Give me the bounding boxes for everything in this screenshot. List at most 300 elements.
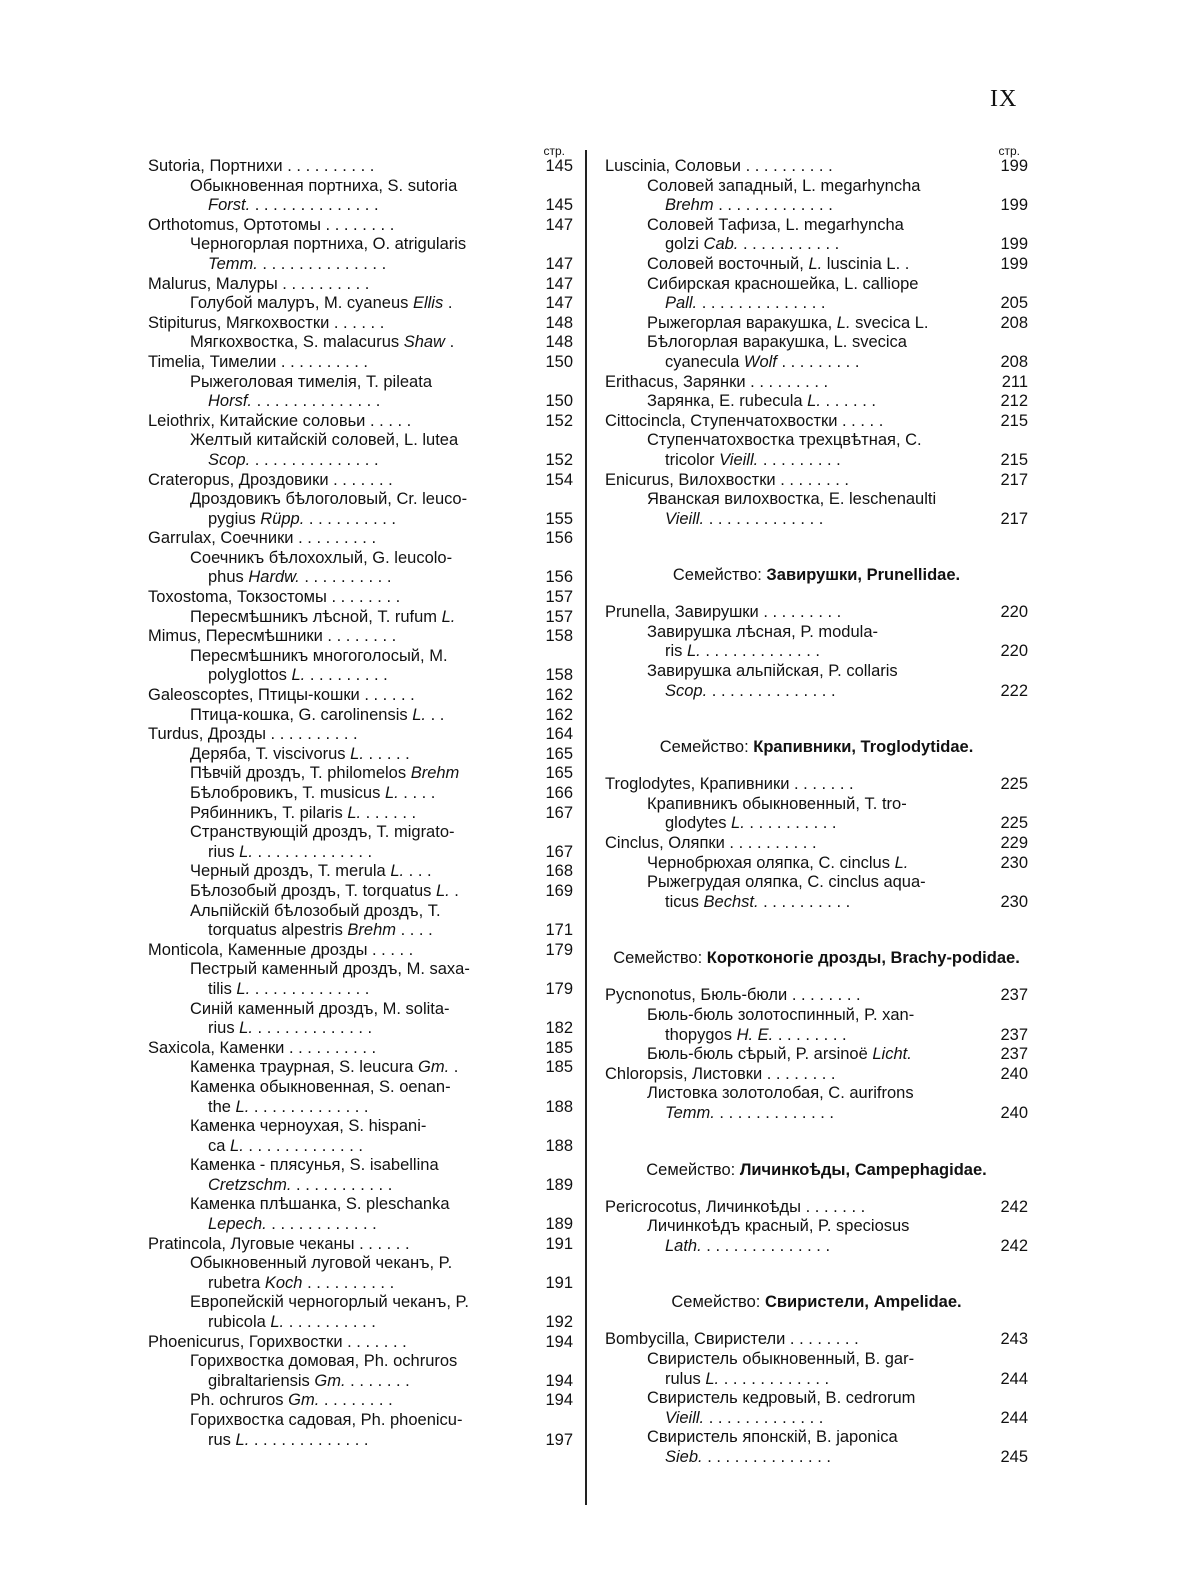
- species-entry: [148, 373, 573, 412]
- entry-line: Свиристель кедровый, B. cedrorum: [647, 1389, 916, 1408]
- page-reference: 158: [545, 627, 573, 646]
- entry-line: rubetra Koch . . . . . . . . . .: [208, 1273, 395, 1292]
- species-entry: [148, 902, 573, 941]
- author-abbreviation: H. E.: [736, 1025, 774, 1044]
- page-reference: 220: [1000, 642, 1028, 661]
- species-entry: [605, 1084, 1028, 1123]
- species-entry: [148, 549, 573, 588]
- entry-line: Troglodytes, Крапивники . . . . . . .: [605, 775, 854, 794]
- genus-entry: [605, 373, 1028, 393]
- page-reference: 148: [545, 333, 573, 352]
- page-reference: 211: [1001, 372, 1028, 391]
- entry-line: Альпійскій бѣлозобый дроздъ, T.: [190, 901, 441, 920]
- family-label: Семейство:: [646, 1160, 736, 1179]
- page-reference: 240: [1000, 1103, 1028, 1122]
- entry-line: Каменка черноухая, S. hispani-: [190, 1117, 427, 1136]
- author-abbreviation: L.: [705, 1369, 720, 1388]
- entry-line: Пересмѣшникъ лѣсной, T. rufum L.: [190, 607, 456, 626]
- entry-line: Птица-кошка, G. carolinensis L. . .: [190, 705, 445, 724]
- page-reference: 244: [1000, 1369, 1028, 1388]
- entry-line: Brehm . . . . . . . . . . . . .: [665, 196, 833, 215]
- entry-line: Чернобрюхая оляпка, C. cinclus L.: [647, 853, 909, 872]
- entry-line: Sutoria, Портнихи . . . . . . . . . .: [148, 157, 375, 175]
- author-abbreviation: L.: [270, 1313, 285, 1332]
- entry-line: ticus Bechst. . . . . . . . . . .: [665, 892, 851, 911]
- entry-line: Европейскій черногорлый чеканъ, P.: [190, 1293, 469, 1312]
- entry-line: Пестрый каменный дроздъ, M. saxa-: [190, 960, 470, 979]
- entry-line: Рыжегорлая варакушка, L. svecica L.: [647, 313, 929, 332]
- page-reference: 155: [545, 509, 573, 528]
- entry-line: Бюль-бюль золотоспинный, P. xan-: [647, 1006, 915, 1024]
- entry-line: Листовка золотолобая, C. aurifrons: [647, 1084, 914, 1103]
- species-entry: [148, 764, 573, 784]
- genus-entry: [148, 627, 573, 647]
- family-label: Семейство:: [659, 738, 749, 757]
- entry-line: Пересмѣшникъ многоголосый, M.: [190, 646, 448, 665]
- species-entry: [148, 1000, 573, 1039]
- species-entry: [148, 1156, 573, 1195]
- species-entry: [605, 854, 1028, 874]
- entry-line: Соловей восточный, L. luscinia L. .: [647, 254, 910, 273]
- entry-line: rubicola L. . . . . . . . . . .: [208, 1313, 376, 1332]
- page-reference: 167: [545, 803, 573, 822]
- page-reference: 154: [545, 470, 573, 489]
- species-entry: [148, 177, 573, 216]
- species-entry: [605, 216, 1028, 255]
- entry-line: Prunella, Завирушки . . . . . . . . .: [605, 603, 842, 622]
- species-entry: [148, 804, 573, 824]
- entry-line: Timelia, Тимелии . . . . . . . . . .: [148, 352, 369, 371]
- entry-line: gibraltariensis Gm. . . . . . . .: [208, 1371, 410, 1390]
- author-abbreviation: L.: [347, 803, 362, 822]
- entry-line: Temm. . . . . . . . . . . . . .: [665, 1103, 835, 1122]
- species-entry: [148, 235, 573, 274]
- author-abbreviation: Scop.: [208, 450, 251, 469]
- author-abbreviation: Brehm: [665, 196, 714, 215]
- family-name: Коротконогіе дрозды, Brachy-podidae.: [702, 949, 1020, 968]
- genus-entry: [148, 1235, 573, 1255]
- page-reference: 162: [545, 705, 573, 724]
- entry-line: Cittocincla, Ступенчатохвостки . . . . .: [605, 411, 884, 430]
- species-entry: [148, 1117, 573, 1156]
- author-abbreviation: Gm.: [314, 1371, 346, 1390]
- entry-line: Мягкохвостка, S. malacurus Shaw .: [190, 333, 455, 352]
- genus-entry: [148, 588, 573, 608]
- family-label: Семейство:: [613, 949, 703, 968]
- page-reference: 167: [545, 842, 573, 861]
- page-reference: 165: [545, 744, 573, 763]
- page-reference: 199: [1000, 254, 1028, 273]
- species-entry: [148, 960, 573, 999]
- page-reference: 168: [545, 862, 573, 881]
- author-abbreviation: Cretzschm.: [208, 1175, 292, 1194]
- entry-line: Galeoscoptes, Птицы-кошки . . . . . .: [148, 686, 415, 705]
- entry-line: Обыкновенный луговой чеканъ, P.: [190, 1254, 453, 1273]
- page-reference: 169: [545, 881, 573, 900]
- author-abbreviation: Ellis: [412, 294, 444, 313]
- column-heading-left: стр.: [543, 144, 565, 158]
- page-reference: 164: [545, 725, 573, 744]
- entry-line: Saxicola, Каменки . . . . . . . . . .: [148, 1038, 377, 1057]
- entry-line: Turdus, Дрозды . . . . . . . . . .: [148, 725, 358, 744]
- species-entry: [148, 647, 573, 686]
- page-reference: 245: [1000, 1447, 1028, 1466]
- author-abbreviation: Horsf.: [208, 392, 253, 411]
- page-reference: 215: [1000, 450, 1028, 469]
- page-reference: 197: [545, 1430, 573, 1449]
- entry-line: Сибирская красношейка, L. calliope: [647, 274, 919, 293]
- family-name: Завирушки, Prunellidae.: [761, 566, 961, 585]
- author-abbreviation: Vieill.: [665, 1408, 705, 1427]
- entry-line: Горихвостка садовая, Ph. phoenicu-: [190, 1411, 463, 1429]
- species-entry: [605, 392, 1028, 412]
- entry-line: Luscinia, Соловьи . . . . . . . . . .: [605, 157, 833, 175]
- genus-entry: [148, 941, 573, 961]
- entry-line: polyglottos L. . . . . . . . . .: [208, 666, 388, 685]
- author-abbreviation: Wolf: [743, 352, 777, 371]
- entry-line: Крапивникъ обыкновенный, T. tro-: [647, 794, 907, 813]
- page-reference: 189: [545, 1175, 573, 1194]
- right-entries: [605, 157, 1028, 1468]
- entry-line: Каменка обыкновенная, S. oenan-: [190, 1077, 451, 1096]
- genus-entry: [148, 686, 573, 706]
- genus-entry: [148, 157, 573, 177]
- page-reference: 229: [1000, 834, 1028, 853]
- page-reference: 194: [545, 1332, 573, 1351]
- page-reference: 147: [545, 274, 573, 293]
- author-abbreviation: Vieill.: [719, 450, 759, 469]
- entry-line: Свиристель обыкновенный, B. gar-: [647, 1349, 915, 1368]
- family-name: Крапивники, Troglodytidae.: [748, 738, 974, 757]
- entry-line: cyanecula Wolf . . . . . . . . .: [665, 352, 860, 371]
- entry-line: Ступенчатохвостка трехцвѣтная, C.: [647, 431, 922, 450]
- page-reference: 189: [545, 1215, 573, 1234]
- author-abbreviation: Hardw.: [248, 568, 300, 587]
- author-abbreviation: Scop.: [665, 681, 708, 700]
- page-reference: 194: [545, 1371, 573, 1390]
- family-heading: [605, 1160, 1028, 1180]
- entry-line: rius L. . . . . . . . . . . . . .: [208, 1019, 373, 1038]
- species-entry: [605, 431, 1028, 470]
- author-abbreviation: L.: [390, 862, 405, 881]
- page-reference: 179: [545, 940, 573, 959]
- entry-line: Дроздовикъ бѣлоголовый, Cr. leuco-: [190, 490, 468, 509]
- page-reference: 199: [1000, 235, 1028, 254]
- entry-line: Temm. . . . . . . . . . . . . . .: [208, 254, 387, 273]
- entry-line: Бѣлогорлая варакушка, L. svecica: [647, 333, 907, 352]
- entry-line: Leiothrix, Китайские соловьи . . . . .: [148, 411, 412, 430]
- species-entry: [148, 823, 573, 862]
- left-column: [148, 145, 573, 1450]
- species-entry: [148, 1293, 573, 1332]
- entry-line: Crateropus, Дроздовики . . . . . . .: [148, 470, 393, 489]
- species-entry: [148, 1195, 573, 1234]
- author-abbreviation: Gm.: [418, 1058, 450, 1077]
- species-entry: [148, 745, 573, 765]
- genus-entry: [148, 275, 573, 295]
- species-entry: [148, 490, 573, 529]
- entry-line: Каменка - плясунья, S. isabellina: [190, 1156, 439, 1175]
- entry-line: Sieb. . . . . . . . . . . . . . .: [665, 1447, 831, 1466]
- entry-line: Деряба, T. viscivorus L. . . . . .: [190, 744, 410, 763]
- author-abbreviation: L.: [235, 1430, 250, 1449]
- entry-line: Рыжегрудая оляпка, C. cinclus aqua-: [647, 873, 926, 892]
- entry-line: rulus L. . . . . . . . . . . . .: [665, 1369, 830, 1388]
- page-reference: 194: [545, 1391, 573, 1410]
- entry-line: torquatus alpestris Brehm . . . .: [208, 921, 433, 940]
- species-entry: [148, 608, 573, 628]
- page-reference: 150: [545, 392, 573, 411]
- page-reference: 244: [1000, 1408, 1028, 1427]
- page-reference: 225: [1000, 814, 1028, 833]
- entry-line: rius L. . . . . . . . . . . . . .: [208, 842, 373, 861]
- species-entry: [148, 1254, 573, 1293]
- page-reference: 191: [545, 1234, 573, 1253]
- entry-line: rus L. . . . . . . . . . . . . .: [208, 1430, 369, 1449]
- genus-entry: [605, 986, 1028, 1006]
- entry-line: Pycnonotus, Бюль-бюли . . . . . . . .: [605, 986, 861, 1005]
- author-abbreviation: L.: [384, 784, 399, 802]
- page-reference: 199: [1000, 157, 1028, 175]
- author-abbreviation: Brehm: [347, 921, 397, 940]
- genus-entry: [605, 1330, 1028, 1350]
- entry-line: Forst. . . . . . . . . . . . . . .: [208, 196, 379, 215]
- page-reference: 165: [545, 764, 573, 783]
- page-reference: 220: [1000, 603, 1028, 622]
- entry-line: Monticola, Каменные дрозды . . . . .: [148, 940, 414, 959]
- entry-line: Scop. . . . . . . . . . . . . . .: [665, 681, 836, 700]
- page-reference: 148: [545, 313, 573, 332]
- genus-entry: [605, 1198, 1028, 1218]
- genus-entry: [605, 412, 1028, 432]
- author-abbreviation: L.: [808, 254, 823, 273]
- species-entry: [148, 1058, 573, 1078]
- entry-line: Mimus, Пересмѣшники . . . . . . . .: [148, 627, 397, 646]
- page-reference: 243: [1000, 1330, 1028, 1349]
- species-entry: [605, 623, 1028, 662]
- author-abbreviation: Lepech.: [208, 1215, 267, 1234]
- entry-line: Cretzschm. . . . . . . . . . . .: [208, 1175, 393, 1194]
- author-abbreviation: Lath.: [665, 1236, 702, 1255]
- species-entry: [605, 1045, 1028, 1065]
- species-entry: [148, 1078, 573, 1117]
- family-heading: [605, 948, 1028, 968]
- entry-line: Pall. . . . . . . . . . . . . . .: [665, 294, 826, 313]
- author-abbreviation: L.: [894, 853, 909, 872]
- genus-entry: [605, 157, 1028, 177]
- species-entry: [148, 1391, 573, 1411]
- entry-line: Бѣлозобый дроздъ, T. torquatus L. .: [190, 881, 459, 900]
- page-reference: 205: [1000, 294, 1028, 313]
- species-entry: [605, 795, 1028, 834]
- left-entries: [148, 157, 573, 1450]
- page-reference: 162: [545, 686, 573, 705]
- column-divider: [585, 150, 587, 1505]
- entry-line: Бюль-бюль сѣрый, P. arsinoë Licht.: [647, 1045, 912, 1064]
- page-reference: 152: [545, 411, 573, 430]
- species-entry: [148, 882, 573, 902]
- entry-line: Рябинникъ, T. pilaris L. . . . . . .: [190, 803, 417, 822]
- species-entry: [605, 333, 1028, 372]
- page-reference: 192: [545, 1313, 573, 1332]
- species-entry: [148, 294, 573, 314]
- page-reference: 158: [545, 666, 573, 685]
- author-abbreviation: L.: [350, 744, 364, 763]
- author-abbreviation: L.: [239, 842, 253, 861]
- entry-line: Каменка плѣшанка, S. pleschanka: [190, 1195, 450, 1214]
- genus-entry: [148, 529, 573, 549]
- author-abbreviation: L.: [836, 313, 851, 332]
- entry-line: Vieill. . . . . . . . . . . . . .: [665, 509, 824, 528]
- page-reference: 147: [545, 215, 573, 234]
- entry-line: Синій каменный дроздъ, M. solita-: [190, 999, 450, 1018]
- author-abbreviation: L.: [235, 1097, 250, 1116]
- family-label: Семейство:: [672, 566, 762, 585]
- species-entry: [605, 275, 1028, 314]
- page-reference: 199: [1000, 196, 1028, 215]
- author-abbreviation: Vieill.: [665, 509, 705, 528]
- entry-line: golzi Cab. . . . . . . . . . . .: [665, 235, 840, 254]
- page-reference: 145: [545, 157, 573, 175]
- species-entry: [148, 706, 573, 726]
- page-reference: 225: [1000, 775, 1028, 794]
- species-entry: [605, 255, 1028, 275]
- entry-line: ris L. . . . . . . . . . . . . .: [665, 642, 820, 661]
- author-abbreviation: Cab.: [703, 235, 739, 254]
- entry-line: Horsf. . . . . . . . . . . . . . .: [208, 392, 381, 411]
- genus-entry: [605, 1065, 1028, 1085]
- author-abbreviation: L.: [291, 666, 306, 685]
- entry-line: Garrulax, Соечники . . . . . . . . .: [148, 529, 377, 548]
- entry-line: Черногорлая портниха, O. atrigularis: [190, 235, 467, 254]
- author-abbreviation: Pall.: [665, 294, 698, 313]
- entry-line: Соловей Тафиза, L. megarhyncha: [647, 215, 904, 234]
- species-entry: [148, 1411, 573, 1450]
- entry-line: Свиристель японскій, B. japonica: [647, 1428, 898, 1447]
- author-abbreviation: L.: [239, 1019, 253, 1038]
- page-reference: 147: [545, 254, 573, 273]
- genus-entry: [148, 412, 573, 432]
- page-reference: 157: [545, 588, 573, 607]
- species-entry: [605, 873, 1028, 912]
- page-reference: 188: [545, 1136, 573, 1155]
- entry-line: Ph. ochruros Gm. . . . . . . . .: [190, 1391, 393, 1410]
- page-reference: 152: [545, 450, 573, 469]
- entry-line: Голубой малуръ, M. cyaneus Ellis .: [190, 294, 453, 313]
- entry-line: Личинкоѣдъ красный, P. speciosus: [647, 1217, 910, 1236]
- page-reference: 182: [545, 1019, 573, 1038]
- entry-line: Toxostoma, Токзостомы . . . . . . . .: [148, 588, 401, 607]
- entry-line: Erithacus, Зарянки . . . . . . . . .: [605, 372, 829, 391]
- page-reference: 230: [1000, 853, 1028, 872]
- genus-entry: [605, 471, 1028, 491]
- entry-line: the L. . . . . . . . . . . . . .: [208, 1097, 369, 1116]
- entry-line: Stipiturus, Мягкохвостки . . . . . .: [148, 313, 385, 332]
- entry-line: Cinclus, Оляпки . . . . . . . . . .: [605, 834, 817, 853]
- entry-line: Lath. . . . . . . . . . . . . . .: [665, 1236, 831, 1255]
- author-abbreviation: Rüpp.: [260, 509, 305, 528]
- entry-line: Pericrocotus, Личинкоѣды . . . . . . .: [605, 1197, 866, 1216]
- family-heading: [605, 1292, 1028, 1312]
- entry-line: Черный дроздъ, T. merula L. . . .: [190, 862, 432, 881]
- species-entry: [148, 431, 573, 470]
- entry-line: glodytes L. . . . . . . . . . .: [665, 814, 837, 833]
- entry-line: Пѣвчій дроздъ, T. philomelos Brehm: [190, 764, 460, 783]
- species-entry: [148, 333, 573, 353]
- genus-entry: [605, 775, 1028, 795]
- genus-entry: [148, 471, 573, 491]
- page-reference: 208: [1000, 313, 1028, 332]
- entry-line: Желтый китайскій соловей, L. lutea: [190, 431, 459, 450]
- entry-line: Enicurus, Вилохвостки . . . . . . . .: [605, 470, 849, 489]
- genus-entry: [148, 314, 573, 334]
- author-abbreviation: L.: [441, 607, 456, 626]
- author-abbreviation: Forst.: [208, 196, 251, 215]
- genus-entry: [605, 834, 1028, 854]
- page-reference: 166: [545, 784, 573, 802]
- genus-entry: [148, 353, 573, 373]
- right-column: [605, 145, 1028, 1468]
- entry-line: pygius Rüpp. . . . . . . . . . .: [208, 509, 396, 528]
- entry-line: Рыжеголовая тимелія, T. pileata: [190, 372, 432, 391]
- page-reference: 212: [1000, 392, 1028, 411]
- entry-line: Завирушка альпійская, P. collaris: [647, 662, 898, 681]
- entry-line: Scop. . . . . . . . . . . . . . .: [208, 450, 379, 469]
- author-abbreviation: Shaw: [403, 333, 445, 352]
- species-entry: [148, 1352, 573, 1391]
- page-reference: 240: [1000, 1064, 1028, 1083]
- author-abbreviation: L.: [412, 705, 426, 724]
- page-reference: 230: [1000, 892, 1028, 911]
- author-abbreviation: Licht.: [872, 1045, 912, 1064]
- page-reference: 242: [1000, 1236, 1028, 1255]
- entry-line: Странствующій дроздъ, T. migrato-: [190, 823, 455, 842]
- author-abbreviation: L.: [236, 979, 251, 998]
- author-abbreviation: L.: [731, 814, 745, 833]
- entry-line: ca L. . . . . . . . . . . . . .: [208, 1136, 363, 1155]
- page-reference: 145: [545, 196, 573, 215]
- entry-line: tricolor Vieill. . . . . . . . . .: [665, 450, 841, 469]
- entry-line: Зарянка, E. rubecula L. . . . . . .: [647, 392, 876, 411]
- author-abbreviation: Brehm: [410, 764, 460, 783]
- page-reference: 215: [1000, 411, 1028, 430]
- species-entry: [605, 1217, 1028, 1256]
- entry-line: Bombycilla, Свиристели . . . . . . . .: [605, 1330, 859, 1349]
- entry-line: Lepech. . . . . . . . . . . . .: [208, 1215, 377, 1234]
- entry-line: Orthotomus, Ортотомы . . . . . . . .: [148, 215, 395, 234]
- species-entry: [605, 177, 1028, 216]
- author-abbreviation: Temm.: [665, 1103, 715, 1122]
- page-reference: 237: [1000, 986, 1028, 1005]
- entry-line: Горихвостка домовая, Ph. ochruros: [190, 1352, 458, 1371]
- page-reference: 217: [1000, 470, 1028, 489]
- species-entry: [148, 784, 573, 804]
- page-reference: 157: [545, 607, 573, 626]
- page-reference: 171: [545, 921, 573, 940]
- entry-line: Pratincola, Луговые чеканы . . . . . .: [148, 1234, 410, 1253]
- page-reference: 191: [545, 1273, 573, 1292]
- entry-line: thopygos H. E. . . . . . . . .: [665, 1025, 847, 1044]
- column-heading-right: стр.: [998, 144, 1020, 158]
- page-reference: 208: [1000, 352, 1028, 371]
- page-reference: 217: [1000, 509, 1028, 528]
- family-name: Личинкоѣды, Campephagidae.: [735, 1160, 987, 1179]
- genus-entry: [605, 603, 1028, 623]
- species-entry: [605, 1389, 1028, 1428]
- entry-line: Бѣлобровикъ, T. musicus L. . . . .: [190, 784, 436, 802]
- entry-line: Chloropsis, Листовки . . . . . . . .: [605, 1064, 836, 1083]
- page-reference: 147: [545, 294, 573, 313]
